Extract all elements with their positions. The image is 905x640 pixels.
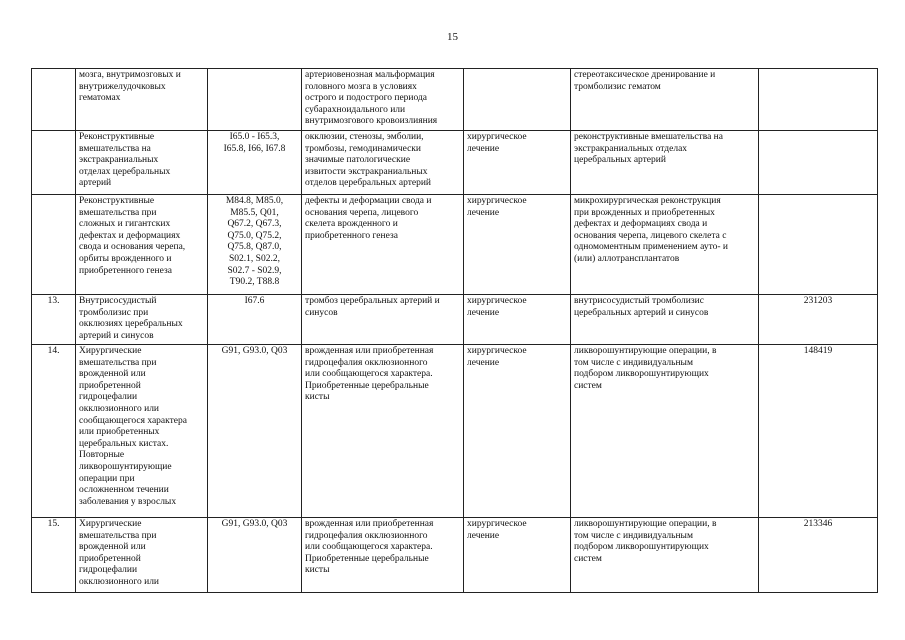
icd-codes-cell: M84.8, M85.0, M85.5, Q01, Q67.2, Q67.3, Q75.0, Q75.2, Q75.8, Q87.0, S02.1, S02.2, S02.7 - S02.9, T90.2, T88.8 <box>208 195 302 295</box>
icd-codes-cell: I67.6 <box>208 295 302 345</box>
procedure-name-cell: Хирургические вмешательства при врожденной или приобретенной гидроцефалии окклюзионного или сообщающегося характера или приобретенных церебральных кистах. Повторные ликворошунтирующие операции при осложненном течении заболевания у взрослых <box>76 345 208 518</box>
icd-codes-cell: G91, G93.0, Q03 <box>208 518 302 593</box>
treatment-method-cell: стереотаксическое дренирование и тромболизис гематом <box>571 69 759 131</box>
table-row <box>32 195 878 295</box>
patient-model-cell: врожденная или приобретенная гидроцефалия окклюзионного или сообщающегося характера. Приобретенные церебральные кисты <box>302 345 464 518</box>
treatment-method-cell: реконструктивные вмешательства на экстракраниальных отделах церебральных артерий <box>571 131 759 195</box>
patient-model-cell: артериовенозная мальформация головного мозга в условиях острого и подострого периода субарахноидального или внутримозгового кровоизлияния <box>302 69 464 131</box>
procedure-name-cell: мозга, внутримозговых и внутрижелудочковых гематомах <box>76 69 208 131</box>
procedure-name-cell: Реконструктивные вмешательства на экстракраниальных отделах церебральных артерий <box>76 131 208 195</box>
treatment-type-cell: хирургическое лечение <box>464 195 571 295</box>
icd-codes-cell: I65.0 - I65.3, I65.8, I66, I67.8 <box>208 131 302 195</box>
row-number-cell: 13. <box>32 295 76 345</box>
table-row <box>32 518 878 593</box>
patient-model-cell: тромбоз церебральных артерий и синусов <box>302 295 464 345</box>
patient-model-cell: окклюзии, стенозы, эмболии, тромбозы, гемодинамически значимые патологические извитости экстракраниальных отделов церебральных артерий <box>302 131 464 195</box>
cost-cell: 148419 <box>759 345 878 518</box>
procedures-table <box>31 68 878 593</box>
procedure-name-cell: Реконструктивные вмешательства при сложных и гигантских дефектах и деформациях свода и основания черепа, орбиты врожденного и приобретенного генеза <box>76 195 208 295</box>
page-number: 15 <box>447 31 458 43</box>
row-number-cell <box>32 69 76 131</box>
icd-codes-cell <box>208 69 302 131</box>
treatment-type-cell: хирургическое лечение <box>464 345 571 518</box>
row-number-cell: 15. <box>32 518 76 593</box>
cost-cell <box>759 131 878 195</box>
row-number-cell: 14. <box>32 345 76 518</box>
treatment-method-cell: микрохирургическая реконструкция при врожденных и приобретенных дефектах и деформациях свода и основания черепа, лицевого скелета с одномоментным применением ауто- и (или) аллотрансплантатов <box>571 195 759 295</box>
table-row <box>32 345 878 518</box>
treatment-method-cell: ликворошунтирующие операции, в том числе с индивидуальным подбором ликворошунтирующих систем <box>571 345 759 518</box>
table-row <box>32 131 878 195</box>
treatment-type-cell: хирургическое лечение <box>464 131 571 195</box>
cost-cell <box>759 195 878 295</box>
cost-cell <box>759 69 878 131</box>
table-row <box>32 295 878 345</box>
treatment-method-cell: внутрисосудистый тромболизис церебральных артерий и синусов <box>571 295 759 345</box>
treatment-type-cell: хирургическое лечение <box>464 295 571 345</box>
procedure-name-cell: Внутрисосудистый тромболизис при окклюзиях церебральных артерий и синусов <box>76 295 208 345</box>
treatment-type-cell: хирургическое лечение <box>464 518 571 593</box>
cost-cell: 213346 <box>759 518 878 593</box>
row-number-cell <box>32 131 76 195</box>
procedure-name-cell: Хирургические вмешательства при врожденной или приобретенной гидроцефалии окклюзионного или <box>76 518 208 593</box>
row-number-cell <box>32 195 76 295</box>
patient-model-cell: дефекты и деформации свода и основания черепа, лицевого скелета врожденного и приобретенного генеза <box>302 195 464 295</box>
icd-codes-cell: G91, G93.0, Q03 <box>208 345 302 518</box>
treatment-method-cell: ликворошунтирующие операции, в том числе с индивидуальным подбором ликворошунтирующих систем <box>571 518 759 593</box>
table-row <box>32 69 878 131</box>
table-body <box>32 69 878 593</box>
patient-model-cell: врожденная или приобретенная гидроцефалия окклюзионного или сообщающегося характера. Приобретенные церебральные кисты <box>302 518 464 593</box>
cost-cell: 231203 <box>759 295 878 345</box>
treatment-type-cell <box>464 69 571 131</box>
